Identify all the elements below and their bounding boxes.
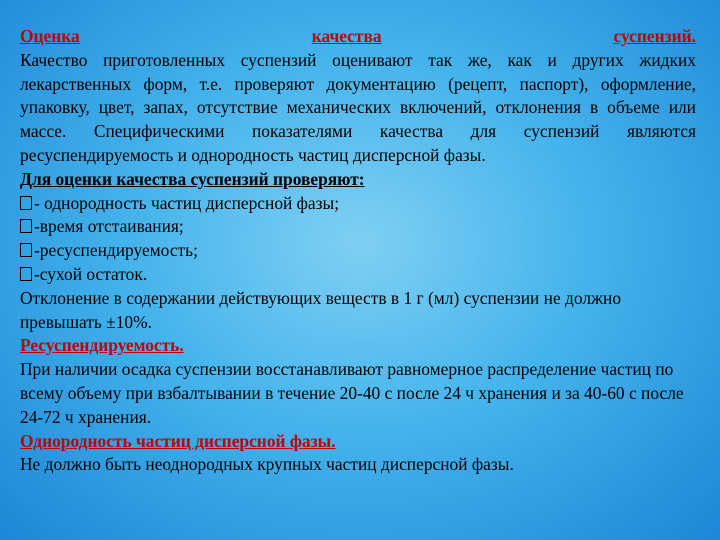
resuspendability-paragraph: При наличии осадка суспензии восстанавливают равномерное распределение частиц по всему объему при взбалтывании в течение 20-40 с после 24 ч хранения и за 40-60 с после 24-72 ч хранения. <box>20 359 684 427</box>
slide-content <box>20 25 696 477</box>
check-item <box>20 192 696 216</box>
check-item-label: - однородность частиц дисперсной фазы; <box>34 192 340 213</box>
check-item <box>20 239 696 263</box>
homogeneity-heading: Однородность частиц дисперсной фазы. <box>20 430 336 451</box>
homogeneity-paragraph: Не должно быть неоднородных крупных частиц дисперсной фазы. <box>20 454 514 475</box>
check-heading: Для оценки качества суспензий проверяют: <box>20 168 365 189</box>
checkbox-icon <box>20 219 32 233</box>
check-item-label: -ресуспендируемость; <box>34 240 198 261</box>
checkbox-icon <box>20 243 32 257</box>
check-item-label: -сухой остаток. <box>34 263 148 284</box>
slide-title <box>20 25 696 49</box>
checkbox-icon <box>20 196 32 210</box>
checkbox-icon <box>20 267 32 281</box>
check-item <box>20 263 696 287</box>
title-word-1: Оценка <box>20 26 80 46</box>
intro-paragraph: Качество приготовленных суспензий оценивают так же, как и других жидких лекарственных форм, т.е. проверяют документацию (рецепт, паспорт), оформление, упаковку, цвет, запах, отсутствие механических включений, отклонения в объеме или массе. Специфическими показателями качества для суспензий являются ресуспендируемость и однородность частиц дисперсной фазы. <box>20 49 696 165</box>
check-item <box>20 215 696 239</box>
title-word-3: суспензий. <box>613 26 696 46</box>
check-item-label: -время отстаивания; <box>34 216 184 237</box>
title-word-2: качества <box>311 26 382 46</box>
deviation-paragraph: Отклонение в содержании действующих веществ в 1 г (мл) суспензии не должно превышать ±10%. <box>20 287 622 332</box>
resuspendability-heading: Ресуспендируемость. <box>20 335 184 356</box>
